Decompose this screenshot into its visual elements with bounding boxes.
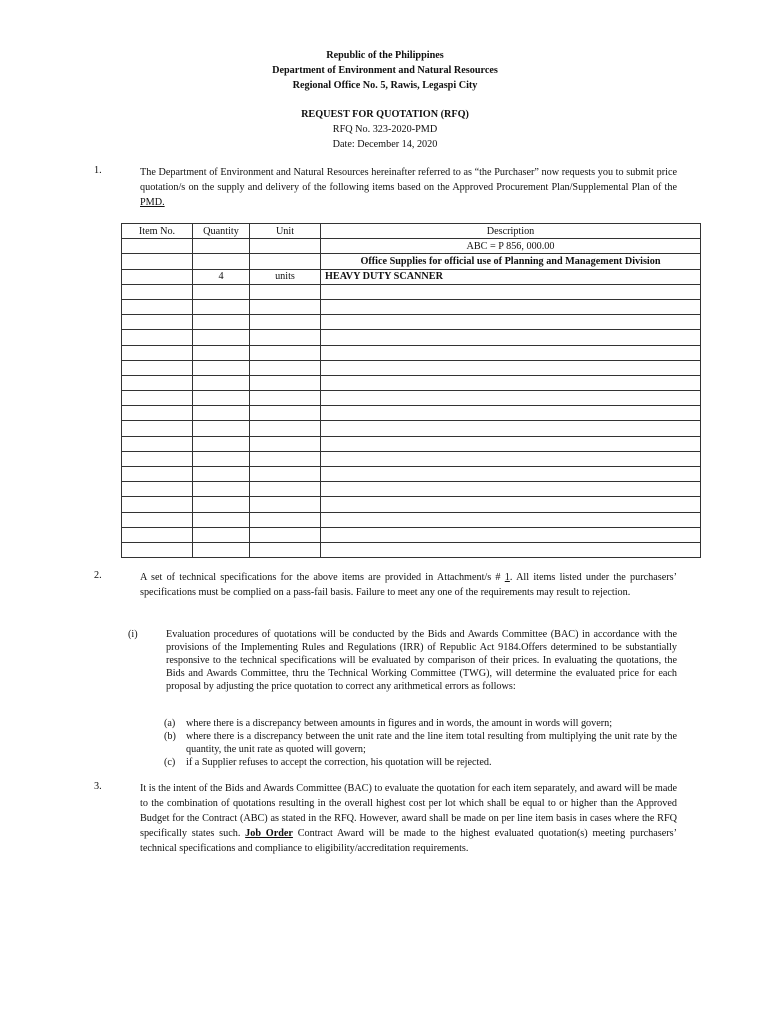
rfq-heading xyxy=(0,107,770,152)
table-row xyxy=(122,299,701,314)
table-cell xyxy=(321,345,701,360)
table-cell xyxy=(122,239,193,254)
header-unit: Unit xyxy=(250,224,321,239)
table-row xyxy=(122,360,701,375)
section-1-pmd: PMD. xyxy=(140,197,165,208)
table-cell xyxy=(122,482,193,497)
table-cell xyxy=(321,360,701,375)
table-cell xyxy=(250,497,321,512)
table-cell xyxy=(122,406,193,421)
table-cell xyxy=(122,467,193,482)
table-row xyxy=(122,315,701,330)
table-cell xyxy=(193,375,250,390)
table-cell xyxy=(250,299,321,314)
table-row xyxy=(122,421,701,436)
table-cell xyxy=(122,527,193,542)
table-cell xyxy=(122,299,193,314)
list-item xyxy=(164,730,677,756)
table-cell xyxy=(250,284,321,299)
section-1-paragraph xyxy=(140,165,677,210)
table-header-row xyxy=(122,224,701,239)
table-cell xyxy=(250,330,321,345)
table-row xyxy=(122,542,701,557)
header-quantity: Quantity xyxy=(193,224,250,239)
table-cell xyxy=(321,497,701,512)
table-cell xyxy=(250,467,321,482)
table-row xyxy=(122,527,701,542)
table-cell xyxy=(250,451,321,466)
table-row xyxy=(122,467,701,482)
table-cell xyxy=(250,375,321,390)
table-cell xyxy=(321,330,701,345)
correction-rules-list xyxy=(164,717,677,769)
abc-amount: ABC = P 856, 000.00 xyxy=(321,239,701,254)
section-3-text-a: It is the intent of the Bids and Awards Committee (BAC) to evaluate the quotation for each item separately, and award will be made to the combination of quotations resulting in the overall highest cost per lot which shall be equal to or higher than the Approved Budget for the Contract (ABC) as stated in the RFQ. However, award shall be made on per line item basis in cases where the RFQ specifically states such. xyxy=(140,783,677,839)
table-row xyxy=(122,512,701,527)
item-quantity: 4 xyxy=(193,269,250,284)
table-row xyxy=(122,375,701,390)
table-cell xyxy=(321,406,701,421)
table-cell xyxy=(122,375,193,390)
header-description: Description xyxy=(321,224,701,239)
table-cell xyxy=(193,254,250,269)
table-cell xyxy=(193,284,250,299)
table-row xyxy=(122,284,701,299)
table-cell xyxy=(250,254,321,269)
table-cell xyxy=(193,497,250,512)
table-cell xyxy=(250,527,321,542)
table-cell xyxy=(250,360,321,375)
attachment-number: 1 xyxy=(504,572,510,583)
table-cell xyxy=(321,436,701,451)
list-item-text: where there is a discrepancy between amounts in figures and in words, the amount in words will govern; xyxy=(186,718,613,729)
table-cell xyxy=(321,451,701,466)
table-cell xyxy=(321,299,701,314)
table-cell xyxy=(321,391,701,406)
section-3-paragraph xyxy=(140,781,677,856)
table-row xyxy=(122,482,701,497)
table-cell xyxy=(321,512,701,527)
table-cell xyxy=(122,497,193,512)
table-cell xyxy=(122,436,193,451)
table-cell xyxy=(321,527,701,542)
table-cell xyxy=(321,284,701,299)
table-cell xyxy=(122,512,193,527)
table-cell xyxy=(193,345,250,360)
item-description: HEAVY DUTY SCANNER xyxy=(321,269,701,284)
table-cell xyxy=(122,315,193,330)
list-item xyxy=(164,717,677,730)
table-cell xyxy=(250,239,321,254)
item-unit: units xyxy=(250,269,321,284)
table-cell xyxy=(122,345,193,360)
table-cell xyxy=(250,315,321,330)
table-row xyxy=(122,254,701,269)
table-cell xyxy=(193,330,250,345)
list-item xyxy=(164,756,677,769)
rfq-title: REQUEST FOR QUOTATION (RFQ) xyxy=(301,109,469,120)
table-cell xyxy=(193,467,250,482)
table-row xyxy=(122,406,701,421)
table-row xyxy=(122,451,701,466)
table-cell xyxy=(122,284,193,299)
table-cell xyxy=(193,527,250,542)
letterhead-office: Regional Office No. 5, Rawis, Legaspi City xyxy=(292,80,478,91)
office-supplies-heading: Office Supplies for official use of Planning and Management Division xyxy=(321,254,701,269)
table-cell xyxy=(250,482,321,497)
section-2-text-a: A set of technical specifications for the above items are provided in Attachment/s # xyxy=(140,572,505,583)
table-cell xyxy=(250,421,321,436)
table-cell xyxy=(193,542,250,557)
job-order-label: Job Order xyxy=(245,828,293,839)
table-cell xyxy=(321,467,701,482)
table-cell xyxy=(193,360,250,375)
table-cell xyxy=(250,345,321,360)
table-cell xyxy=(321,482,701,497)
table-cell xyxy=(193,315,250,330)
table-cell xyxy=(193,512,250,527)
table-row xyxy=(122,436,701,451)
table-row xyxy=(122,497,701,512)
section-2-number: 2. xyxy=(94,570,102,581)
table-cell xyxy=(321,315,701,330)
list-item-text: if a Supplier refuses to accept the correction, his quotation will be rejected. xyxy=(186,757,492,768)
table-cell xyxy=(193,391,250,406)
items-table xyxy=(121,223,701,558)
table-cell xyxy=(250,406,321,421)
table-cell xyxy=(250,542,321,557)
table-row xyxy=(122,345,701,360)
table-cell xyxy=(122,421,193,436)
section-3-number: 3. xyxy=(94,781,102,792)
table-row xyxy=(122,269,701,284)
table-cell xyxy=(122,391,193,406)
table-cell xyxy=(250,436,321,451)
table-cell xyxy=(321,542,701,557)
table-cell xyxy=(122,360,193,375)
table-cell xyxy=(193,421,250,436)
letterhead xyxy=(0,48,770,93)
table-cell xyxy=(122,451,193,466)
table-cell xyxy=(122,254,193,269)
rfq-date: Date: December 14, 2020 xyxy=(332,139,438,150)
header-item-no: Item No. xyxy=(122,224,193,239)
letterhead-department: Department of Environment and Natural Resources xyxy=(272,65,498,76)
table-cell xyxy=(193,482,250,497)
section-2-paragraph xyxy=(140,570,677,600)
list-item-label: (c) xyxy=(164,757,176,768)
table-cell xyxy=(193,239,250,254)
table-cell xyxy=(250,391,321,406)
table-cell xyxy=(193,406,250,421)
table-cell xyxy=(193,436,250,451)
rfq-number: RFQ No. 323-2020-PMD xyxy=(332,124,438,135)
list-item-label: (b) xyxy=(164,731,176,742)
section-2-text-b: . All items listed under the purchasers’ specifications must be complied on a pass-fail basis. Failure to meet any one of the requirements may result to rejection. xyxy=(140,572,677,598)
table-row xyxy=(122,391,701,406)
table-cell xyxy=(122,542,193,557)
table-cell xyxy=(321,375,701,390)
subsection-i-label: (i) xyxy=(128,629,138,640)
table-cell xyxy=(193,451,250,466)
table-cell xyxy=(321,421,701,436)
letterhead-country: Republic of the Philippines xyxy=(326,50,444,61)
subsection-i-text: Evaluation procedures of quotations will be conducted by the Bids and Awards Committee (BAC) in accordance with the provisions of the Implementing Rules and Regulations (IRR) of Republic Act 9184.Offers determined to be substantially responsive to the technical specifications will be evaluated by comparison of their prices. In evaluating the quotations, the Bids and Awards Committee, thru the Technical Working Committee (TWG), will determine the evaluated price for each proposal by adjusting the price quotation to correct any arithmetical errors as follows: xyxy=(166,629,677,692)
section-1-number: 1. xyxy=(94,165,102,176)
table-row xyxy=(122,239,701,254)
list-item-label: (a) xyxy=(164,718,176,729)
table-cell xyxy=(193,299,250,314)
table-cell xyxy=(122,269,193,284)
table-cell xyxy=(122,330,193,345)
list-item-text: where there is a discrepancy between the unit rate and the line item total resulting from multiplying the unit rate by the quantity, the unit rate as quoted will govern; xyxy=(186,731,677,755)
section-1-text: The Department of Environment and Natural Resources hereinafter referred to as “the Purchaser” now requests you to submit price quotation/s on the supply and delivery of the following items based on the Approved Procurement Plan/Supplemental Plan of the xyxy=(140,167,677,193)
section-3-text-b: Contract Award will be made to the highest evaluated quotation(s) meeting purchasers’ technical specifications and compliance to eligibility/accreditation requirements. xyxy=(140,828,677,854)
table-cell xyxy=(250,512,321,527)
table-row xyxy=(122,330,701,345)
